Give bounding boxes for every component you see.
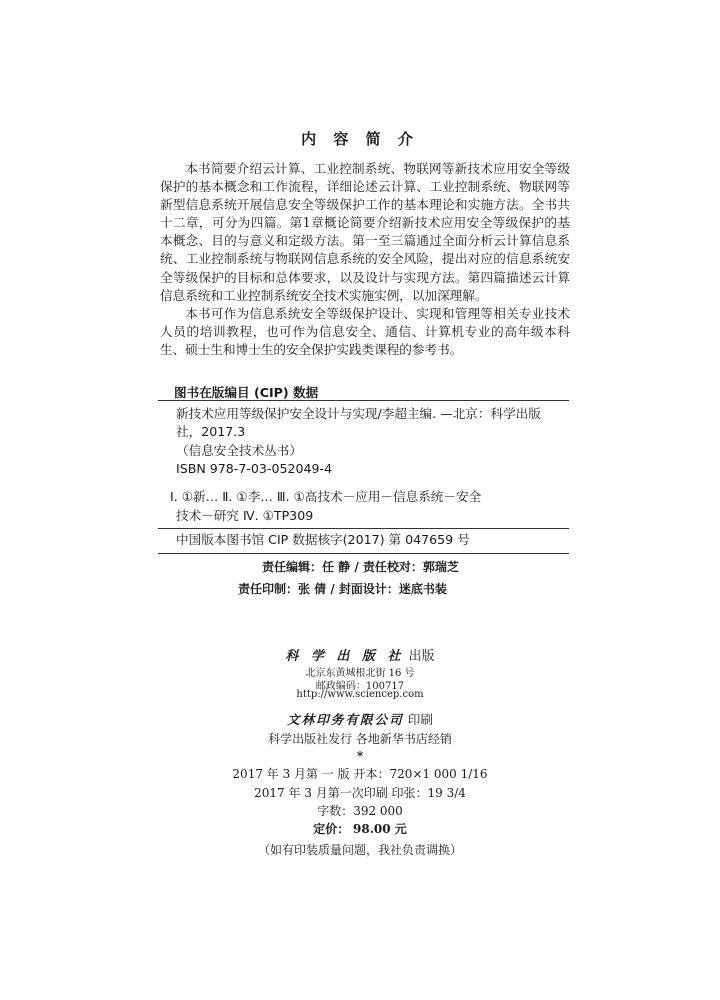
publisher-suffix: 出版 [408,649,435,664]
printer-name: 文林印务有限公司 [287,712,404,727]
cip-bottom-rule [158,553,569,554]
quality-notice: （如有印装质量问题，我社负责调换） [257,843,462,857]
edition-line: 2017 年 3 月第 一 版 开本：720×1 000 1/16 [232,767,488,781]
cip-bibliographic-line-2: 社，2017.3 [176,424,246,439]
price-value: 98.00 元 [353,822,407,836]
credits-editors: 责任编辑：任 静 / 责任校对：郭瑞芝 [262,560,459,574]
cip-heading: 图书在版编目 (CIP) 数据 [174,385,319,400]
summary-paragraph-1: 本书简要介绍云计算、工业控制系统、物联网等新技术应用安全等级保护的基本概念和工作流程，详细论述云计算、工业控制系统、物联网等新型信息系统开展信息安全等级保护工作的基本理论和实施方法。全书共十二章，可分为四篇。第1章概论简要介绍新技术应用安全等级保护的基本概念、目的与意义和定级方法。第一至三篇通过全面分析云计算信息系统、工业控制系统与物联网信息系统的安全风险，提出对应的信息系统安全等级保护的目标和总体要求，以及设计与实现方法。第四篇描述云计算信息系统和工业控制系统安全技术实施实例，以加深理解。 [160,161,570,303]
cip-series: （信息安全技术丛书） [176,443,302,458]
publisher-line [0,645,720,664]
price-label: 定价： [313,822,350,836]
printer-line [0,709,720,728]
publisher-address: 北京东黄城根北街 16 号 [305,668,415,679]
publisher-postcode: 邮政编码：100717 [315,681,405,692]
summary-title: 内 容 简 介 [301,130,419,148]
cip-classification-line-1: Ⅰ. ①新… Ⅱ. ①李… Ⅲ. ①高技术－应用－信息系统－安全 [170,489,482,504]
cip-isbn: ISBN 978-7-03-052049-4 [176,461,333,476]
cip-middle-rule [158,528,569,529]
summary-body [160,160,570,359]
cip-top-rule [158,400,569,401]
printing-line: 2017 年 3 月第一次印刷 印张：19 3/4 [254,786,466,800]
printer-suffix: 印刷 [407,712,433,727]
cip-classification-line-2: 技术－研究 Ⅳ. ①TP309 [176,508,314,523]
publisher-url: http://www.sciencep.com [296,689,424,700]
summary-paragraph-2: 本书可作为信息系统安全等级保护设计、实现和管理等相关专业技术人员的培训教程，也可作为信息安全、通信、计算机专业的高年级本科生、硕士生和博士生的安全保护实践类课程的参考书。 [160,305,570,357]
separator-star: * [356,749,364,763]
credits-production: 责任印制：张 倩 / 封面设计：迷底书装 [238,582,447,596]
cip-library-record: 中国版本图书馆 CIP 数据核字(2017) 第 047659 号 [176,532,470,547]
distribution-line: 科学出版社发行 各地新华书店经销 [268,732,452,746]
word-count: 字数：392 000 [317,804,403,818]
publisher-name: 科 学 出 版 社 [285,649,405,664]
cip-bibliographic-line-1: 新技术应用等级保护安全设计与实现/李超主编. —北京：科学出版 [176,406,541,421]
price-line [0,820,720,837]
